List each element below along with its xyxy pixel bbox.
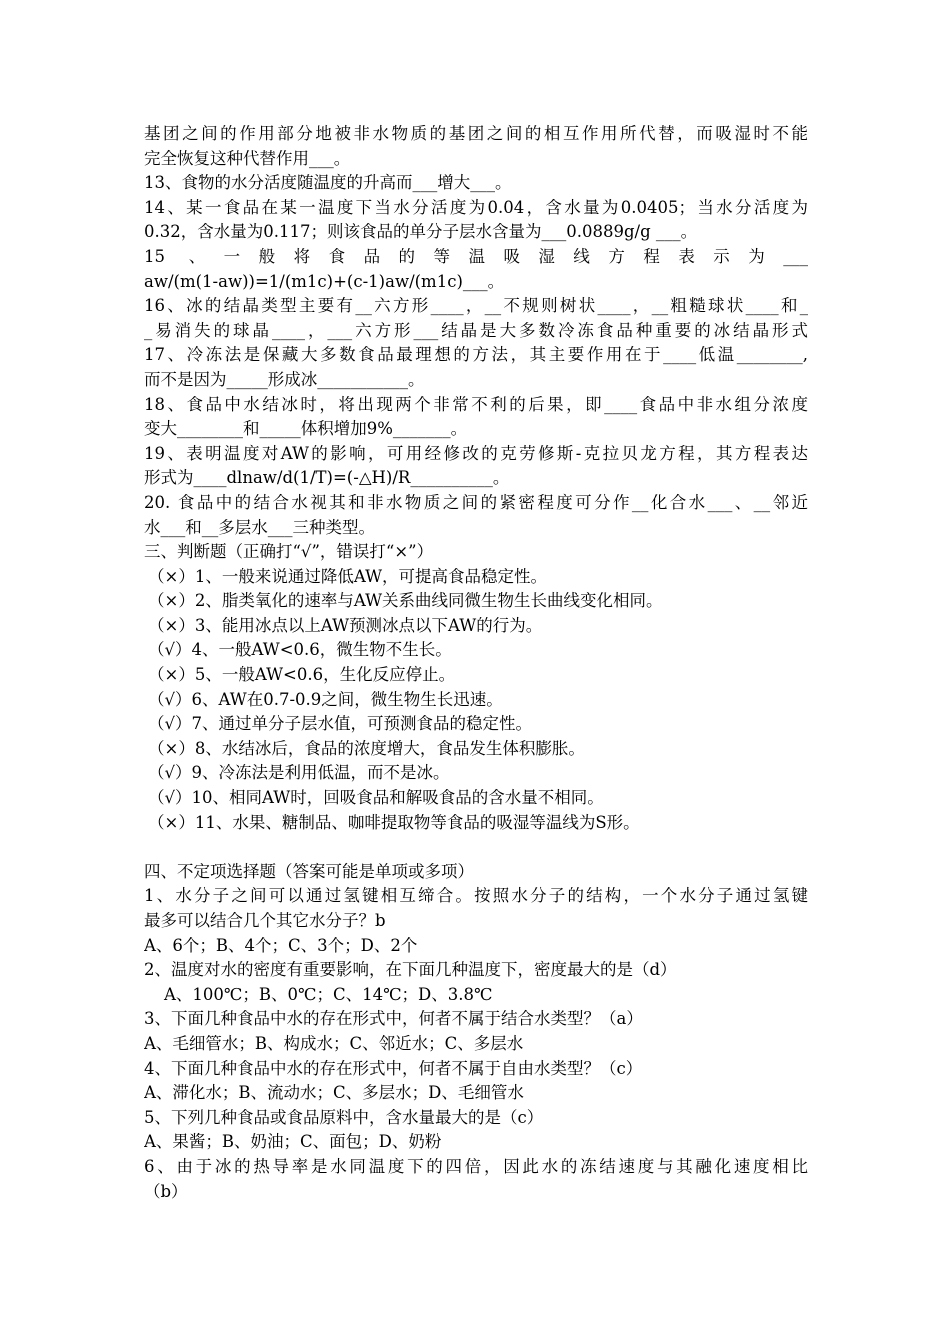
answer-options: A、果酱；B、奶油；C、面包；D、奶粉 — [144, 1132, 442, 1152]
text-line: 形式为____dlnaw/d(1/T)=(-△H)/R__________。 — [144, 468, 510, 488]
judgment-item: （×）8、水结冰后，食品的浓度增大，食品发生体积膨胀。 — [148, 738, 585, 758]
answer-options: A、100℃；B、0℃；C、14℃；D、3.8℃ — [164, 984, 493, 1004]
text-line: 0.32，含水量为0.117；则该食品的单分子层水含量为___0.0889g/g ___。 — [144, 222, 698, 242]
question-text: 最多可以结合几个其它水分子？b — [144, 911, 386, 930]
judgment-item: （√）10、相同AW时，回吸食品和解吸食品的含水量不相同。 — [148, 788, 604, 808]
judgment-item: （×）3、能用冰点以上AW预测冰点以下AW的行为。 — [148, 615, 543, 635]
judgment-item: （√）7、通过单分子层水值，可预测食品的稳定性。 — [148, 714, 533, 734]
judgment-item: （√）9、冷冻法是利用低温，而不是冰。 — [148, 763, 450, 783]
judgment-item: （×）5、一般AW<0.6，生化反应停止。 — [148, 665, 456, 685]
text-line: 15 、一般将食品的等温吸湿线方程表示为___ — [144, 246, 808, 266]
judgment-item: （√）6、AW在0.7-0.9之间，微生物生长迅速。 — [148, 689, 503, 709]
text-line: 20. 食品中的结合水视其和非水物质之间的紧密程度可分作__化合水___、__邻近 — [144, 492, 808, 512]
section-heading: 四、不定项选择题（答案可能是单项或多项） — [144, 861, 474, 881]
section-heading: 三、判断题（正确打“√”，错误打“×”） — [144, 542, 434, 562]
question-text: 1、水分子之间可以通过氢键相互缔合。按照水分子的结构，一个水分子通过氢键 — [144, 886, 808, 906]
answer-options: A、毛细管水；B、构成水；C、邻近水；C、多层水 — [144, 1033, 524, 1053]
text-line: 变大________和_____体积增加9%_______。 — [144, 419, 468, 439]
text-line: 16、冰的结晶类型主要有__六方形____，__不规则树状____，__粗糙球状____和_ — [144, 296, 808, 316]
blank-line — [144, 835, 808, 860]
judgment-item: （×）2、脂类氧化的速率与AW关系曲线同微生物生长曲线变化相同。 — [148, 591, 663, 611]
text-line: 17、冷冻法是保藏大多数食品最理想的方法，其主要作用在于____低温________, — [144, 345, 808, 365]
question-text: 3、下面几种食品中水的存在形式中，何者不属于结合水类型？（a） — [144, 1009, 643, 1029]
text-line: 基团之间的作用部分地被非水物质的基团之间的相互作用所代替，而吸湿时不能 — [144, 124, 808, 143]
text-line: 水___和__多层水___三种类型。 — [144, 517, 375, 537]
text-line: 14、某一食品在某一温度下当水分活度为0.04，含水量为0.0405；当水分活度为 — [144, 197, 808, 217]
judgment-item: （×）11、水果、糖制品、咖啡提取物等食品的吸湿等温线为S形。 — [148, 812, 640, 832]
question-text: 5、下列几种食品或食品原料中，含水量最大的是（c） — [144, 1107, 544, 1127]
text-line: 19、表明温度对AW的影响，可用经修改的克劳修斯-克拉贝龙方程，其方程表达 — [144, 443, 808, 463]
document-page — [144, 122, 808, 1204]
question-answer: （b） — [144, 1181, 188, 1201]
judgment-item: （√）4、一般AW<0.6，微生物不生长。 — [148, 640, 452, 660]
text-line: 18、食品中水结冰时，将出现两个非常不利的后果，即____食品中非水组分浓度 — [144, 394, 808, 414]
text-line: aw/(m(1-aw))=1/(m1c)+(c-1)aw/(m1c)___。 — [144, 271, 505, 291]
question-text: 6、由于冰的热导率是水同温度下的四倍，因此水的冻结速度与其融化速度相比 — [144, 1156, 808, 1176]
question-text: 2、温度对水的密度有重要影响，在下面几种温度下，密度最大的是（d） — [144, 960, 677, 980]
text-line: 完全恢复这种代替作用___。 — [144, 148, 351, 168]
question-text: 4、下面几种食品中水的存在形式中，何者不属于自由水类型？（c） — [144, 1058, 643, 1078]
judgment-item: （×）1、一般来说通过降低AW，可提高食品稳定性。 — [148, 566, 548, 586]
text-line: _易消失的球晶____，___六方形___结晶是大多数冷冻食品种重要的冰结晶形式 — [144, 320, 808, 340]
text-line: 而不是因为_____形成冰___________。 — [144, 369, 425, 389]
text-line: 13、食物的水分活度随温度的升高而___增大___。 — [144, 173, 512, 193]
answer-options: A、6个；B、4个；C、3个；D、2个 — [144, 935, 418, 955]
answer-options: A、滞化水；B、流动水；C、多层水；D、毛细管水 — [144, 1083, 524, 1103]
